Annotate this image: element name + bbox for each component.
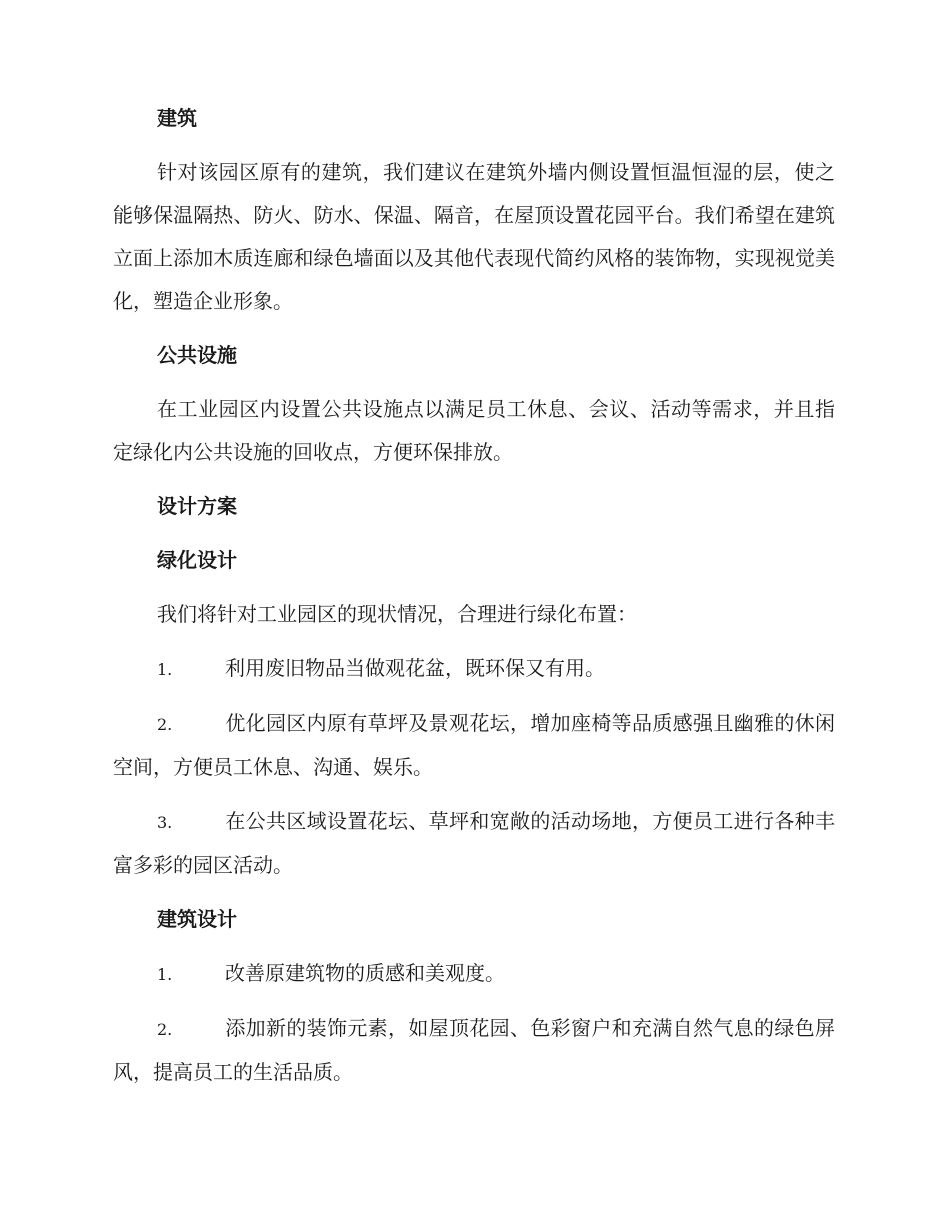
list-item-number: 2.: [157, 1020, 173, 1039]
list-item-number: 3.: [157, 813, 173, 832]
list-item-number: 1.: [157, 660, 173, 679]
list-item-text: 添加新的装饰元素，如屋顶花园、色彩窗户和充满自然气息的绿色屏风，提高员工的生活品质。: [113, 1016, 835, 1084]
heading-building: 建筑: [157, 106, 197, 130]
document-body: [113, 103, 835, 1111]
heading-design-plan: 设计方案: [157, 494, 237, 518]
paragraph-building: 针对该园区原有的建筑，我们建议在建筑外墙内侧设置恒温恒湿的层，使之能够保温隔热、防火、防水、保温、隔音，在屋顶设置花园平台。我们希望在建筑立面上添加木质连廊和绿色墙面以及其他代表现代简约风格的装饰物，实现视觉美化，塑造企业形象。: [113, 160, 835, 313]
heading-greening-design: 绿化设计: [157, 548, 237, 572]
heading-public-facilities: 公共设施: [157, 343, 237, 367]
list-item-text: 在公共区域设置花坛、草坪和宽敞的活动场地，方便员工进行各种丰富多彩的园区活动。: [113, 809, 835, 877]
list-item-text: 优化园区内原有草坪及景观花坛，增加座椅等品质感强且幽雅的休闲空间，方便员工休息、沟通、娱乐。: [113, 711, 835, 779]
list-item: [113, 952, 835, 996]
list-item-number: 2.: [157, 715, 173, 734]
heading-architecture-design: 建筑设计: [157, 907, 237, 931]
list-item-number: 1.: [157, 965, 173, 984]
list-item: [113, 1007, 835, 1094]
paragraph-public-facilities: 在工业园区内设置公共设施点以满足员工休息、会议、活动等需求，并且指定绿化内公共设施的回收点，方便环保排放。: [113, 397, 835, 464]
list-item-text: 改善原建筑物的质感和美观度。: [225, 961, 505, 985]
paragraph-greening-intro: 我们将针对工业园区的现状情况，合理进行绿化布置：: [157, 602, 637, 626]
list-item: [113, 647, 835, 691]
list-item-text: 利用废旧物品当做观花盆，既环保又有用。: [225, 656, 605, 680]
list-item: [113, 702, 835, 789]
list-item: [113, 800, 835, 887]
